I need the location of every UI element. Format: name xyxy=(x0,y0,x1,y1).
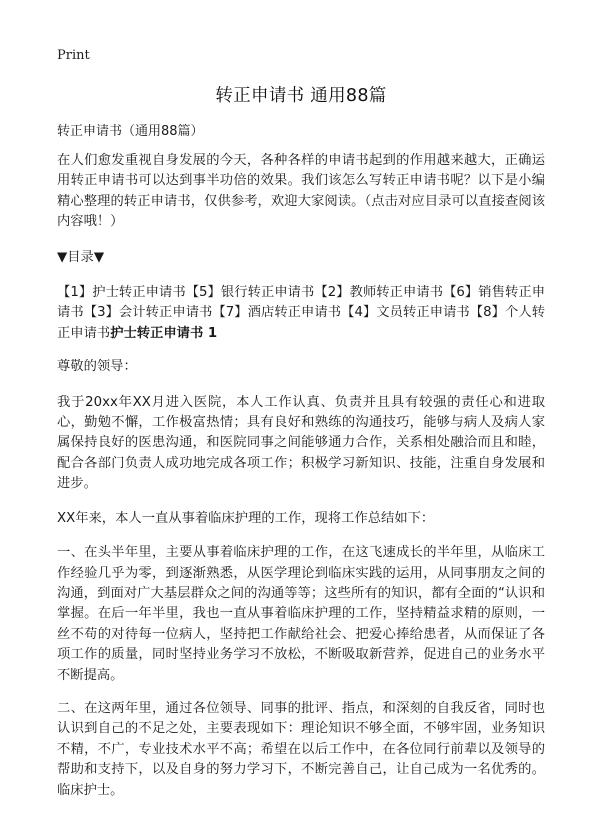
section-heading: 护士转正申请书 1 xyxy=(110,325,218,341)
toc-item-teacher[interactable]: 【2】教师转正申请书 xyxy=(314,285,444,301)
document-subtitle: 转正申请书（通用88篇） xyxy=(57,124,204,139)
toc-heading: ▼目录▼ xyxy=(57,249,105,265)
print-link[interactable]: Print xyxy=(57,48,90,63)
greeting: 尊敬的领导： xyxy=(57,359,137,375)
toc-item-hotel[interactable]: 【7】酒店转正申请书 xyxy=(212,305,342,321)
body-paragraph: 一、在头半年里，主要从事着临床护理的工作，在这飞速成长的半年里，从临床工作经验几乎为零，到逐渐熟悉，从医学理论到临床实践的运用，从同事朋友之间的沟通，到面对广大基层群众之间的沟通等等；这些所有的知识，都有全面的“认识和掌握。在后一年半里，我也一直从事着临床护理的工作，坚持精益求精的原则，一丝不苟的对待每一位病人，坚持把工作献给社会、把爱心捧给患者，从而保证了各项工作的质量，同时坚持业务学习不放松，不断吸取新营养，促进自己的业务水平不断提高。 xyxy=(57,545,545,683)
intro-paragraph: 在人们愈发重视自身发展的今天，各种各样的申请书起到的作用越来越大，正确运用转正申请书可以达到事半功倍的效果。我们该怎么写转正申请书呢？以下是小编精心整理的转正申请书，仅供参考，欢迎大家阅读。（点击对应目录可以直接查阅该内容哦！） xyxy=(57,153,545,230)
toc-item-accountant[interactable]: 【3】会计转正申请书 xyxy=(83,305,213,321)
body-paragraph: XX年来，本人一直从事着临床护理的工作，现将工作总结如下： xyxy=(57,510,435,526)
table-of-contents xyxy=(57,283,545,344)
toc-item-bank[interactable]: 【5】银行转正申请书 xyxy=(185,285,315,301)
toc-item-personal[interactable]: 【8】个人转正申请书 xyxy=(57,305,546,341)
body-paragraph: 二、在这两年里，通过各位领导、同事的批评、指点，和深刻的自我反省，同时也认识到自己的不足之处，主要表现如下：理论知识不够全面，不够牢固，业务知识不精，不广，专业技术水平不高；希望在以后工作中，在各位同行前辈以及领导的帮助和支持下，以及自身的努力学习下，不断完善自己，让自己成为一名优秀的。临床护士。 xyxy=(57,700,545,798)
toc-item-clerk[interactable]: 【4】文员转正申请书 xyxy=(341,305,470,321)
page-title: 转正申请书 通用88篇 xyxy=(215,86,387,106)
toc-item-nurse[interactable]: 【1】护士转正申请书 xyxy=(57,285,186,301)
body-paragraph: 我于20xx年XX月进入医院，本人工作认真、负责并且具有较强的责任心和进取心，勤勉不懈，工作极富热情；具有良好和熟练的沟通技巧，能够与病人及病人家属保持良好的医患沟通，和医院同事之间能够通力合作，关系相处融洽而且和睦，配合各部门负责人成功地完成各项工作；积极学习新知识、技能，注重自身发展和进步。 xyxy=(57,394,545,492)
toc-item-sales[interactable]: 【6】销售转正申请书 xyxy=(57,285,545,321)
